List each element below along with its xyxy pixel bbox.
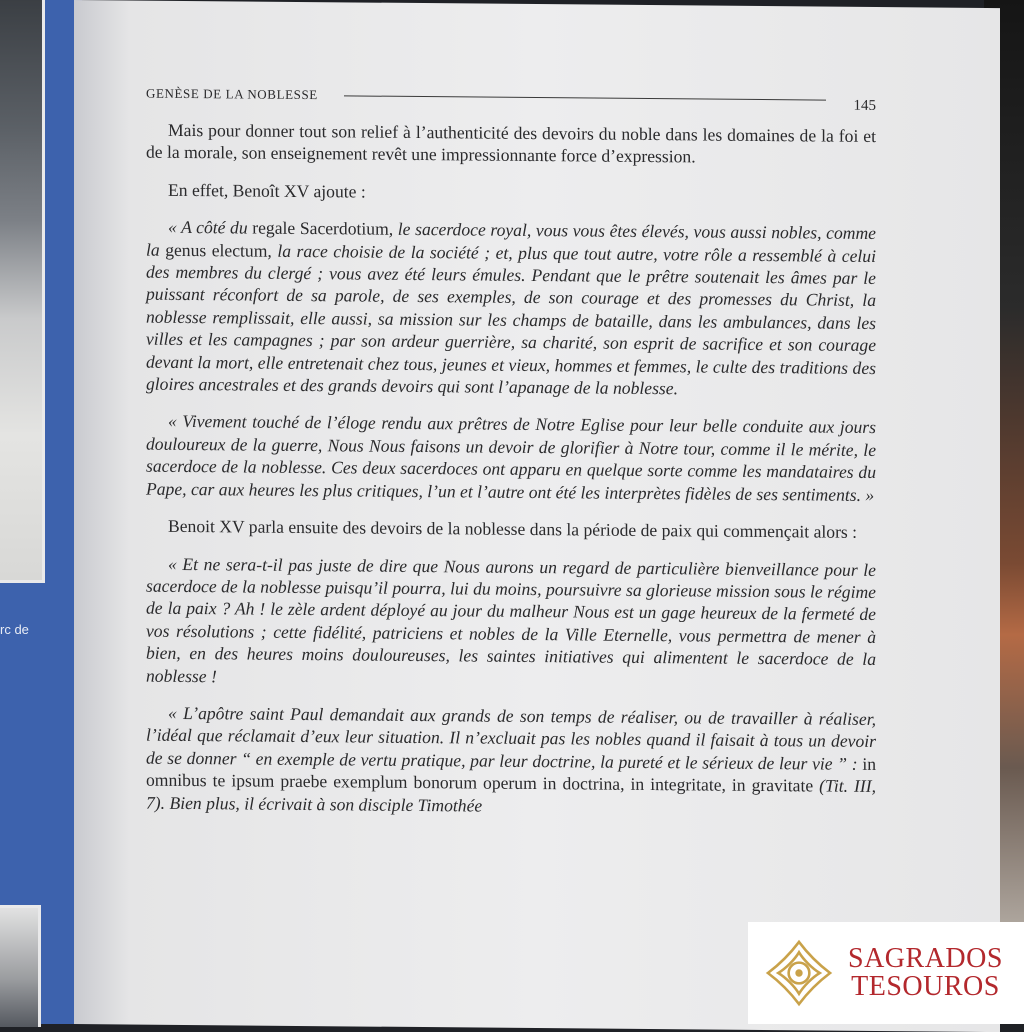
paragraph-en-effet: En effet, Benoît XV ajoute : — [168, 179, 366, 202]
quote1-part3: , la race choisie de la société ; et, plus que tout autre, votre rôle a ressemblé à celui des membres du clergé ; vous avez été leurs émules. Pendant que le prêtre soutenait les âmes par le puissant réconfort de sa parole, de ses exemples, de son courage et des promesses du Christ, la noblesse remplissait, elle aussi, sa mission sur les champs de bataille, dans les ambulances, dans les villes et les campagnes ; par son ardeur guerrière, sa charité, son esprit de sacrifice et son courage devant la mort, elle entretenait chez tous, jeunes et vieux, hommes et femmes, le culte des traditions des gloires ancestrales et des grands devoirs qui sont l’apanage de la noblesse. — [146, 240, 876, 399]
logo-wordmark — [848, 945, 1003, 1001]
facing-page-photo-top — [0, 0, 45, 583]
book-page — [74, 0, 1000, 1032]
quote3-part1: « L’apôtre saint Paul demandait aux grands de son temps de réaliser, ou de travailler à réaliser, l’idéal que réclamait d’eux leur situation. Il n’excluait pas les nobles quand il faisait à tous un devoir de se donner “ en exemple de vertu pratique, par leur doctrine, la pureté et le sérieux de leur vie ” : — [146, 702, 876, 774]
running-title: GENÈSE DE LA NOBLESSE — [146, 85, 318, 103]
header-rule — [344, 95, 826, 100]
logo-line-1: SAGRADOS — [848, 943, 1003, 974]
page-content — [146, 83, 876, 835]
facing-page-caption-fragment: rc de — [0, 622, 29, 637]
quote1-part1: « A côté du — [168, 217, 253, 238]
quote3-latin: in omnibus te ipsum praebe exemplum bonorum operum in doctrina, in integritate, in gravitate — [146, 753, 876, 796]
quote1-latin-regale: regale Sacerdotium — [252, 217, 389, 239]
facing-page-photo-bottom — [0, 905, 41, 1027]
facing-page — [0, 0, 82, 1024]
sagrados-tesouros-logo — [748, 922, 1024, 1024]
quote-bienveillance: « Et ne sera-t-il pas juste de dire que Nous aurons un regard de particulière bienveillance pour le sacerdoce de la noblesse puisqu’il pourra, lui du moins, poursuivre sa glorieuse mission sous le régime de la paix ? Ah ! le zèle ardent déployé au jour du malheur Nous est un gage heureux de la fermeté de vos résolutions ; cette fidélité, patriciens et nobles de la Ville Eternelle, vous permettra de mener à bien, en des heures moins douloureuses, les saintes initiatives qui alimentent le sacerdoce de la noblesse ! — [146, 553, 876, 686]
paragraph-benoit-paix: Benoit XV parla ensuite des devoirs de la noblesse dans la période de paix qui commençait alors : — [168, 515, 858, 542]
running-head — [146, 83, 876, 114]
quote1-part2: , le sacerdoce royal, vous vous êtes élevés, vous aussi nobles, comme la — [146, 218, 876, 260]
ornament-emblem-icon — [762, 936, 836, 1010]
paragraph-intro: Mais pour donner tout son relief à l’authenticité des devoirs du noble dans les domaines de la foi et de la morale, son enseignement revêt une impressionnante force d’expression. — [146, 119, 876, 167]
quote-saint-paul — [146, 702, 876, 820]
quote-vivement: « Vivement touché de l’éloge rendu aux prêtres de Notre Eglise pour leur belle conduite aux jours douloureux de la guerre, Nous Nous faisons un devoir de glorifier à Notre tour, comme il le mérite, le sacerdoce de la noblesse. Ces deux sacerdoces ont apparu en quelque sorte comme les mandataires du Pape, car aux heures les plus critiques, l’un et l’autre ont été les interprètes fidèles de ses sentiments. » — [146, 411, 876, 505]
quote1-latin-genus: genus electum — [165, 239, 268, 261]
quote-sacerdotium — [146, 216, 876, 402]
page-number: 145 — [853, 97, 876, 114]
quote3-part2: (Tit. III, 7). Bien plus, il écrivait à son disciple Timothée — [146, 775, 876, 816]
logo-line-2: TESOUROS — [851, 971, 1000, 1002]
